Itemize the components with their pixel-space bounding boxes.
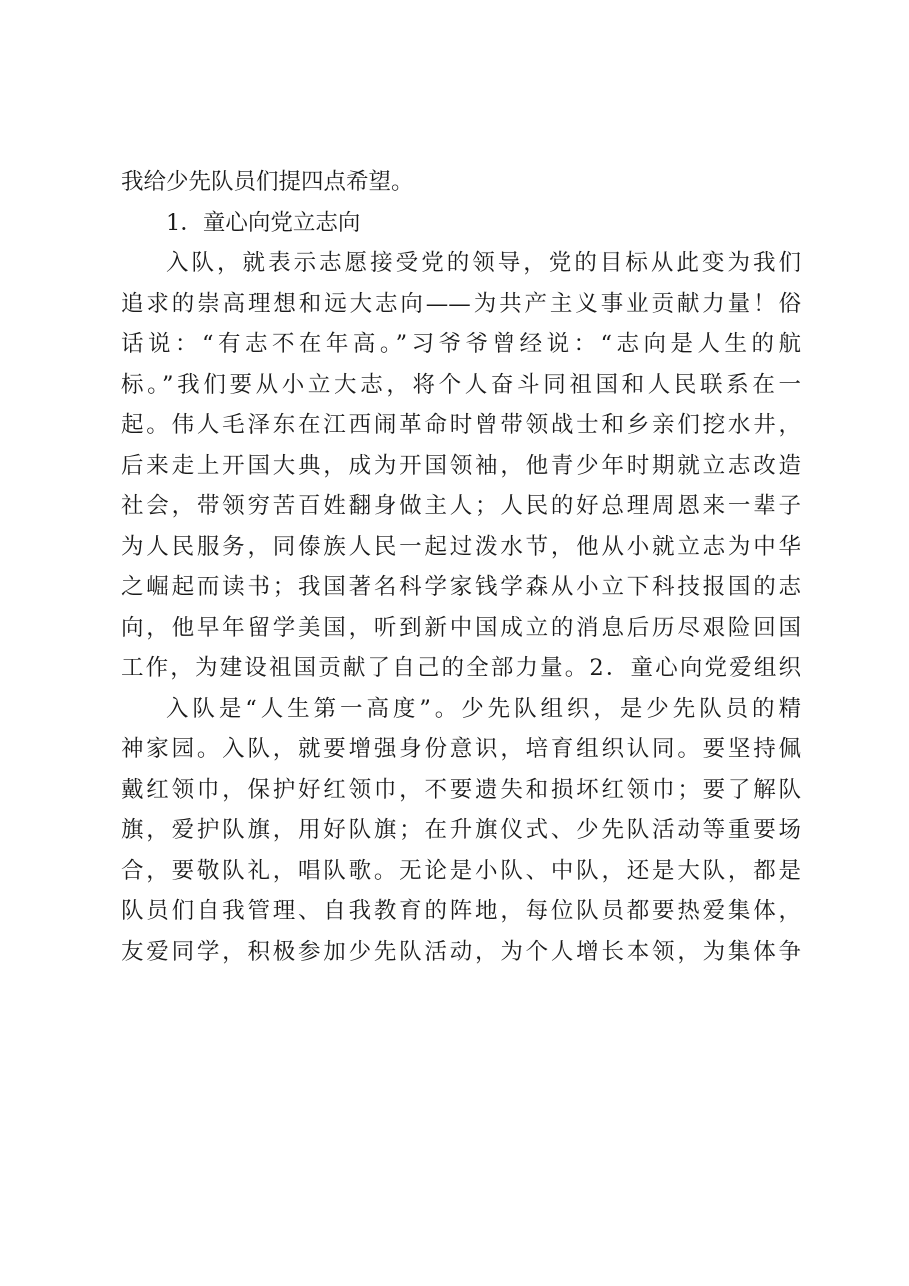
text-line: 之崛起而读书；我国著名科学家钱学森从小立下科技报国的志 <box>121 574 801 600</box>
text-line: 入队是“人生第一高度”。少先队组织，是少先队员的精 <box>166 695 801 722</box>
text-line: 神家园。入队，就要增强身份意识，培育组织认同。要坚持佩 <box>121 736 801 762</box>
text-line: 为人民服务，同傣族人民一起过泼水节，他从小就立志为中华 <box>121 533 801 560</box>
text-line: 旗，爱护队旗，用好队旗；在升旗仪式、少先队活动等重要场 <box>121 817 801 843</box>
text-line: 追求的崇高理想和远大志向——为共产主义事业贡献力量！俗 <box>121 290 801 317</box>
section-heading: 1．童心向党立志向 <box>166 209 361 236</box>
text-line: 入队，就表示志愿接受党的领导，党的目标从此变为我们 <box>166 250 801 276</box>
text-line: 起。伟人毛泽东在江西闹革命时曾带领战士和乡亲们挖水井， <box>121 412 801 438</box>
text-line: 后来走上开国大典，成为开国领袖，他青少年时期就立志改造 <box>121 452 801 479</box>
text-line: 合，要敬队礼，唱队歌。无论是小队、中队，还是大队，都是 <box>121 857 801 884</box>
text-line: 戴红领巾，保护好红领巾，不要遗失和损坏红领巾；要了解队 <box>121 776 801 803</box>
text-line: 话说：“有志不在年高。”习爷爷曾经说：“志向是人生的航 <box>121 331 801 357</box>
text-line: 标。”我们要从小立大志，将个人奋斗同祖国和人民联系在一 <box>121 371 801 398</box>
text-line: 工作，为建设祖国贡献了自己的全部力量。2．童心向党爱组织 <box>121 655 801 681</box>
text-line: 社会，带领穷苦百姓翻身做主人；人民的好总理周恩来一辈子 <box>121 493 801 519</box>
text-line: 我给少先队员们提四点希望。 <box>121 169 414 195</box>
text-line: 队员们自我管理、自我教育的阵地，每位队员都要热爱集体， <box>121 898 801 924</box>
document-body <box>121 162 801 972</box>
text-line: 友爱同学，积极参加少先队活动，为个人增长本领，为集体争 <box>121 938 801 965</box>
text-line: 向，他早年留学美国，听到新中国成立的消息后历尽艰险回国 <box>121 614 801 641</box>
